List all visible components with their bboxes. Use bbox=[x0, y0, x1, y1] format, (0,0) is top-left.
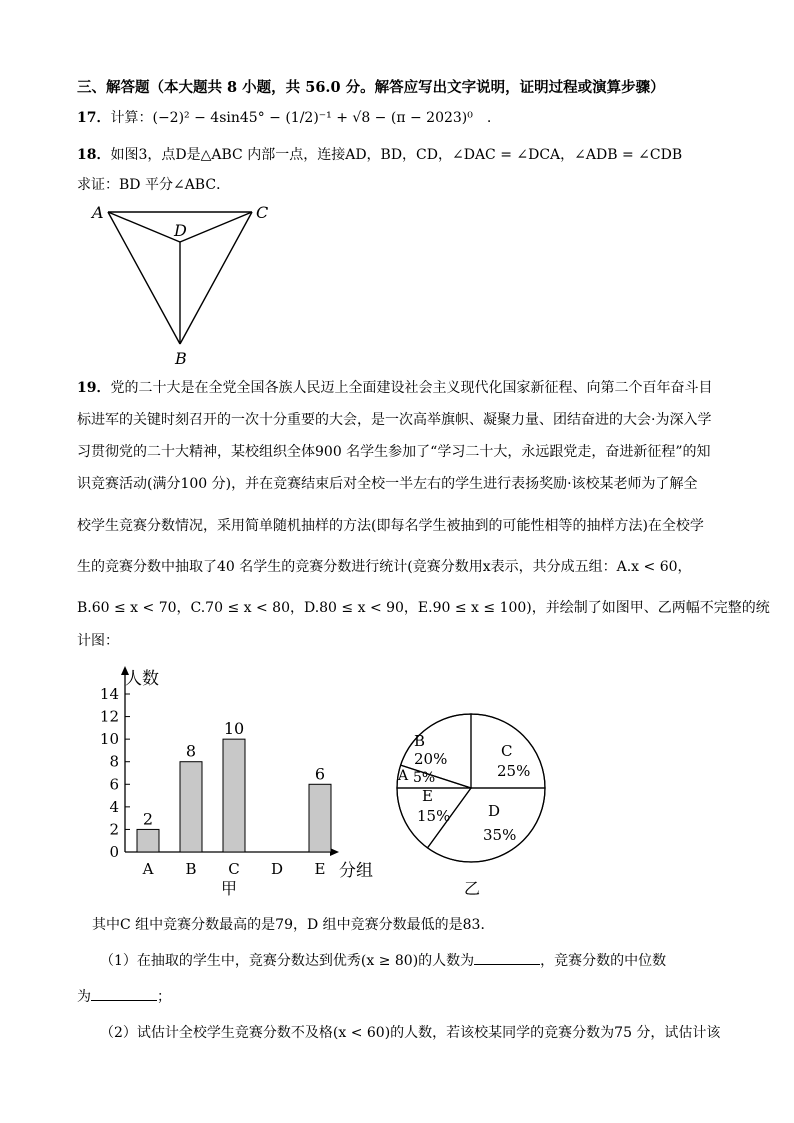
y-tick-label: 6 bbox=[109, 775, 119, 794]
question-19-number: 19． bbox=[77, 380, 111, 396]
segment-ab bbox=[108, 212, 180, 344]
point-a-label: A bbox=[92, 203, 104, 222]
part1-text-d: ； bbox=[157, 989, 171, 1005]
bar-chart bbox=[85, 662, 385, 902]
bar-value-label: 2 bbox=[142, 809, 154, 829]
pie-chart bbox=[392, 700, 557, 905]
question-19-text-2: 标进军的关键时刻召开的一次十分重要的大会，是一次高举旗帜、凝聚力量、团结奋进的大会·为深入学 bbox=[77, 412, 712, 428]
pie-label-c: C bbox=[501, 742, 513, 760]
pie-percent-c: 25% bbox=[497, 762, 531, 780]
question-19-part2: （2）试估计全校学生竞赛分数不及格(x < 60)的人数，若该校某同学的竞赛分数为75 分，试估计该 bbox=[100, 1025, 721, 1041]
x-tick-label: C bbox=[228, 860, 240, 878]
x-tick-label: D bbox=[270, 860, 284, 878]
pie-label-a: A bbox=[398, 768, 409, 784]
chart-note: 其中C 组中竞赛分数最高的是79，D 组中竞赛分数最低的是83． bbox=[92, 917, 495, 933]
y-tick-label: 14 bbox=[99, 685, 119, 703]
bar-value-label: 6 bbox=[314, 764, 326, 784]
question-17 bbox=[77, 108, 491, 128]
pie-percent-b: 20% bbox=[414, 750, 448, 768]
x-tick-label: B bbox=[185, 860, 197, 878]
y-tick-label: 10 bbox=[99, 730, 119, 749]
question-18-number: 18． bbox=[77, 147, 111, 163]
question-18-line1 bbox=[77, 145, 682, 165]
bar-chart-title: 甲 bbox=[221, 879, 238, 898]
point-b-label: B bbox=[175, 349, 187, 368]
pie-label-d: D bbox=[488, 802, 501, 820]
bar-value-label: 8 bbox=[185, 741, 197, 761]
question-18-text: 如图3，点D是△ABC 内部一点，连接AD，BD，CD，∠DAC = ∠DCA，∠ADB = ∠CDB bbox=[110, 147, 683, 163]
pie-percent-d: 35% bbox=[483, 826, 517, 844]
pie-percent-a: 5% bbox=[413, 770, 436, 786]
point-c-label: C bbox=[256, 203, 269, 222]
y-tick-label: 8 bbox=[109, 752, 119, 771]
segment-cb bbox=[180, 212, 252, 344]
bar bbox=[137, 829, 159, 852]
y-tick-label: 4 bbox=[109, 797, 119, 816]
question-19-part1-cont bbox=[77, 986, 171, 1007]
question-18-line2: 求证：BD 平分∠ABC． bbox=[77, 177, 231, 193]
part1-text-c: 为 bbox=[77, 989, 91, 1005]
segment-cd bbox=[180, 212, 252, 242]
section-header: 三、解答题（本大题共 8 小题，共 56.0 分。解答应写出文字说明，证明过程或演算步骤） bbox=[77, 79, 665, 96]
x-tick-label: A bbox=[142, 860, 154, 878]
pie-label-e: E bbox=[422, 787, 433, 805]
question-19-text-1: 党的二十大是在全党全国各族人民迈上全面建设社会主义现代化国家新征程、向第二个百年奋斗目 bbox=[110, 380, 713, 396]
pie-label-b: B bbox=[414, 732, 426, 750]
question-17-number: 17． bbox=[77, 110, 111, 126]
segment-ad bbox=[108, 212, 180, 242]
question-19-text-5: 校学生竞赛分数情况，采用简单随机抽样的方法(即每名学生被抽到的可能性相等的抽样方法)在全校学 bbox=[77, 518, 704, 534]
part1-text-a: （1）在抽取的学生中，竞赛分数达到优秀(x ≥ 80)的人数为 bbox=[100, 953, 475, 969]
answer-blank-excellent-count[interactable] bbox=[474, 950, 540, 965]
part1-text-b: ，竞赛分数的中位数 bbox=[540, 953, 667, 969]
bar bbox=[180, 762, 202, 852]
point-d-label: D bbox=[174, 221, 187, 240]
answer-blank-median[interactable] bbox=[91, 986, 157, 1001]
bar-value-label: 10 bbox=[223, 719, 245, 739]
question-19-text-3: 习贯彻党的二十大精神，某校组织全体900 名学生参加了“学习二十大，永远跟党走，奋进新征程”的知 bbox=[77, 444, 711, 460]
bar bbox=[223, 739, 245, 852]
x-tick-label: E bbox=[314, 860, 326, 878]
y-tick-label: 0 bbox=[109, 843, 119, 861]
question-19-text-4: 识竞赛活动(满分100 分)，并在竞赛结束后对全校一半左右的学生进行表扬奖励·该校某老师为了解全 bbox=[77, 476, 698, 492]
bar-chart-xlabel: 分组 bbox=[339, 861, 373, 881]
pie-chart-title: 乙 bbox=[464, 879, 481, 898]
triangle-figure bbox=[88, 198, 288, 368]
y-tick-label: 12 bbox=[99, 707, 119, 726]
question-19-text-7: B.60 ≤ x < 70，C.70 ≤ x < 80，D.80 ≤ x < 90，E.90 ≤ x ≤ 100)，并绘制了如图甲、乙两幅不完整的统 bbox=[77, 600, 770, 616]
question-19-part1 bbox=[100, 950, 666, 971]
question-17-text: 计算：(−2)² − 4sin45° − (1/2)⁻¹ + √8 − (π − 2023)⁰ . bbox=[110, 110, 492, 126]
bar bbox=[309, 784, 331, 852]
question-19-line1 bbox=[77, 378, 712, 398]
question-19-text-8: 计图： bbox=[77, 633, 119, 649]
y-tick-label: 2 bbox=[109, 820, 119, 839]
pie-percent-e: 15% bbox=[417, 807, 451, 825]
question-19-text-6: 生的竞赛分数中抽取了40 名学生的竞赛分数进行统计(竞赛分数用x表示，共分成五组：A.x < 60， bbox=[77, 559, 692, 575]
bar-chart-ylabel: 人数 bbox=[125, 669, 159, 689]
